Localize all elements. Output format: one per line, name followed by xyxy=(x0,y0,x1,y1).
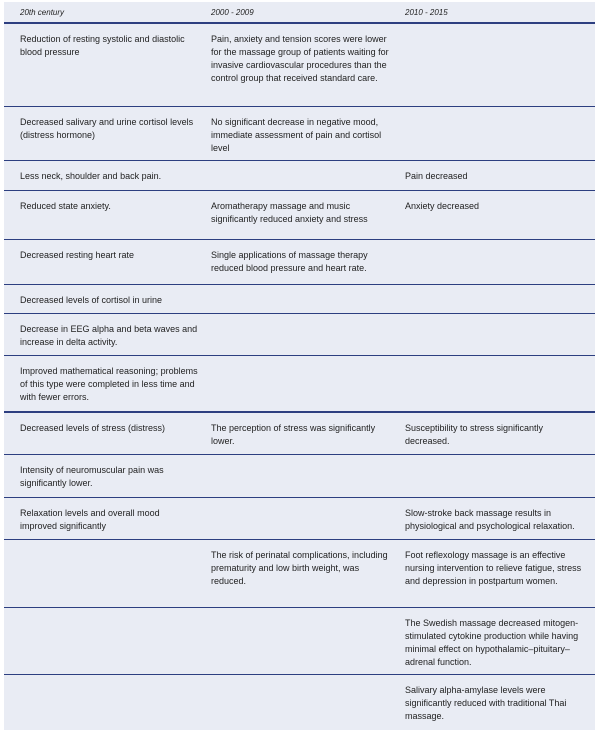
cell-2010-2015: Susceptibility to stress significantly decreased. xyxy=(405,423,544,446)
table-row xyxy=(4,191,595,240)
header-2010-2015: 2010 - 2015 xyxy=(405,8,448,17)
cell-20th-century: Decreased resting heart rate xyxy=(20,250,135,260)
cell-2000-2009: The perception of stress was significantly lower. xyxy=(211,423,376,446)
cell-20th-century: Improved mathematical reasoning; problems of this type were completed in less time and with fewer errors. xyxy=(20,366,198,402)
table-row xyxy=(4,161,595,191)
table-row xyxy=(4,285,595,314)
cell-2010-2015: Anxiety decreased xyxy=(405,201,480,211)
cell-2000-2009: Single applications of massage therapy reduced blood pressure and heart rate. xyxy=(211,250,368,273)
table-row xyxy=(4,455,595,498)
table-row xyxy=(4,498,595,540)
cell-20th-century: Less neck, shoulder and back pain. xyxy=(20,171,162,181)
cell-20th-century: Relaxation levels and overall mood improved significantly xyxy=(20,508,160,531)
table-row xyxy=(4,314,595,356)
cell-2010-2015: Salivary alpha-amylase levels were significantly reduced with traditional Thai massage. xyxy=(405,685,567,721)
table-row xyxy=(4,608,595,675)
cell-20th-century: Reduction of resting systolic and diastolic blood pressure xyxy=(20,34,185,57)
comparison-table xyxy=(4,2,595,730)
cell-20th-century: Decrease in EEG alpha and beta waves and increase in delta activity. xyxy=(20,324,198,347)
cell-20th-century: Decreased levels of cortisol in urine xyxy=(20,295,163,305)
table-row xyxy=(4,540,595,608)
cell-2000-2009: The risk of perinatal complications, including prematurity and low birth weight, was reduced. xyxy=(211,550,388,586)
cell-20th-century: Intensity of neuromuscular pain was significantly lower. xyxy=(20,465,164,488)
cell-2000-2009: No significant decrease in negative mood, immediate assessment of pain and cortisol level xyxy=(211,117,382,153)
table-row xyxy=(4,413,595,455)
cell-20th-century: Decreased levels of stress (distress) xyxy=(20,423,166,433)
cell-2010-2015: Slow-stroke back massage results in physiological and psychological relaxation. xyxy=(405,508,575,531)
header-20th-century: 20th century xyxy=(20,8,65,17)
cell-20th-century: Reduced state anxiety. xyxy=(20,201,111,211)
cell-2000-2009: Pain, anxiety and tension scores were lower for the massage group of patients waiting for invasive cardiovascular procedures than the control group that received standard care. xyxy=(211,34,389,83)
cell-2010-2015: Foot reflexology massage is an effective nursing intervention to relieve fatigue, stress and depression in postpartum women. xyxy=(405,550,582,586)
table-row xyxy=(4,107,595,161)
table-row xyxy=(4,675,595,730)
cell-2010-2015: Pain decreased xyxy=(405,171,468,181)
cell-2000-2009: Aromatherapy massage and music significantly reduced anxiety and stress xyxy=(211,201,368,224)
table-row xyxy=(4,356,595,413)
table-header xyxy=(4,2,595,24)
table-row xyxy=(4,24,595,107)
table-row xyxy=(4,240,595,285)
cell-2010-2015: The Swedish massage decreased mitogen-stimulated cytokine production while having minimal effect on hypothalamic–pituitary–adrenal function. xyxy=(405,618,579,667)
header-2000-2009: 2000 - 2009 xyxy=(211,8,254,17)
cell-20th-century: Decreased salivary and urine cortisol levels (distress hormone) xyxy=(20,117,194,140)
